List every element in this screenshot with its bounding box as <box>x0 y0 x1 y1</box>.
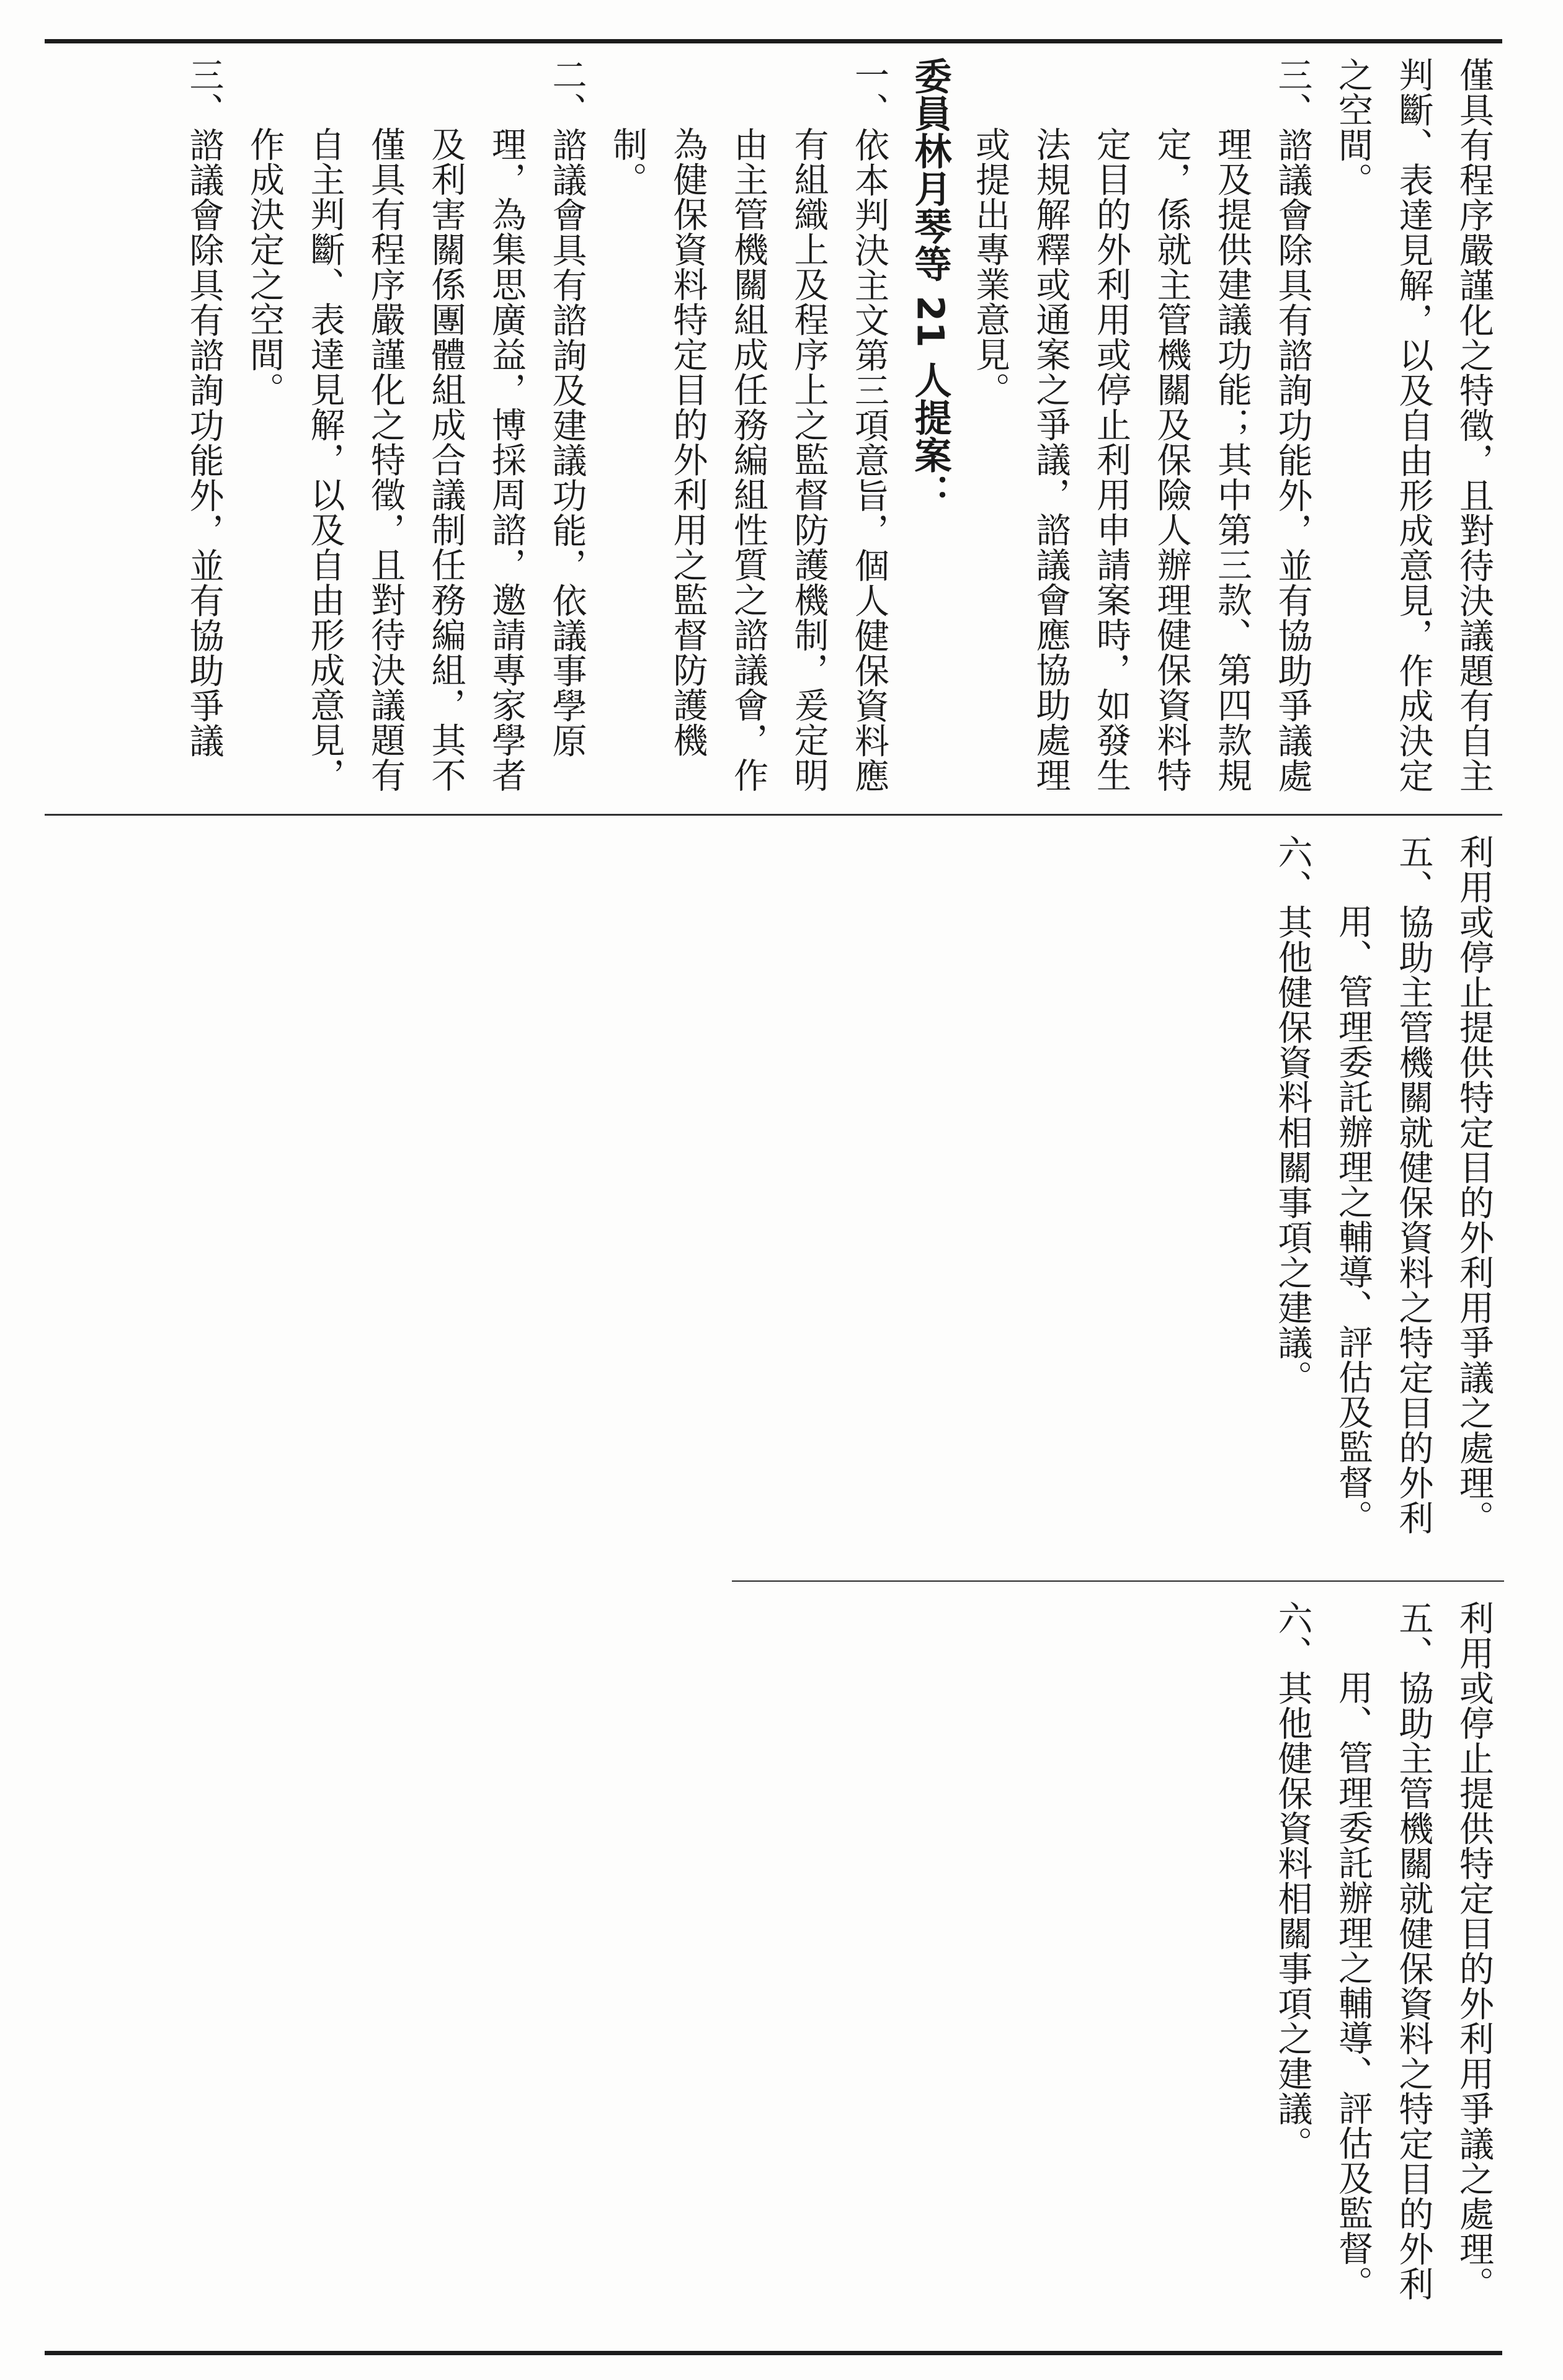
column-left <box>53 1600 1504 2338</box>
column-divider-upper <box>45 814 1502 816</box>
column-middle <box>53 834 1504 1566</box>
block-left-0: 利用或停止提供特定目的外利用爭議之處理。 <box>1454 1600 1494 2301</box>
block-middle-2: 六、其他健保資料相關事項之建議。 <box>1272 834 1313 1395</box>
block-right-2: 委員林月琴等 21 人提案： <box>908 57 952 512</box>
block-right-0: 僅具有程序嚴謹化之特徵，且對待決議題有自主判斷、表達見解，以及自由形成意見，作成決定之空間。 <box>1333 57 1494 793</box>
block-right-3: 一、依本判決主文第三項意旨，個人健保資料應有組織上及程序上之監督防護機制，爰定明由主管機關組成任務編組性質之諮議會，作為健保資料特定目的外利用之監督防護機制。 <box>607 57 889 793</box>
block-middle-1: 五、協助主管機關就健保資料之特定目的外利用、管理委託辦理之輔導、評估及監督。 <box>1333 834 1434 1535</box>
block-right-5: 三、諮議會除具有諮詢功能外，並有協助爭議 <box>184 57 225 758</box>
bottom-rule <box>45 2351 1502 2355</box>
column-right <box>53 57 1504 795</box>
block-left-1: 五、協助主管機關就健保資料之特定目的外利用、管理委託辦理之輔導、評估及監督。 <box>1333 1600 1434 2301</box>
top-rule <box>45 39 1502 43</box>
block-right-1: 三、諮議會除具有諮詢功能外，並有協助爭議處理及提供建議功能；其中第三款、第四款規定，係就主管機關及保險人辦理健保資料特定目的外利用或停止利用申請案時，如發生法規解釋或通案之爭議，諮議會應協助處理或提出專業意見。 <box>970 57 1313 793</box>
column-divider-middle-left <box>732 1580 1504 1582</box>
block-right-4: 二、諮議會具有諮詢及建議功能，依議事學原理，為集思廣益，博採周諮，邀請專家學者及利害關係團體組成合議制任務編組，其不僅具有程序嚴謹化之特徵，且對待決議題有自主判斷、表達見解，以及自由形成意見，作成決定之空間。 <box>244 57 587 793</box>
block-left-2: 六、其他健保資料相關事項之建議。 <box>1272 1600 1313 2161</box>
block-middle-0: 利用或停止提供特定目的外利用爭議之處理。 <box>1454 834 1494 1535</box>
